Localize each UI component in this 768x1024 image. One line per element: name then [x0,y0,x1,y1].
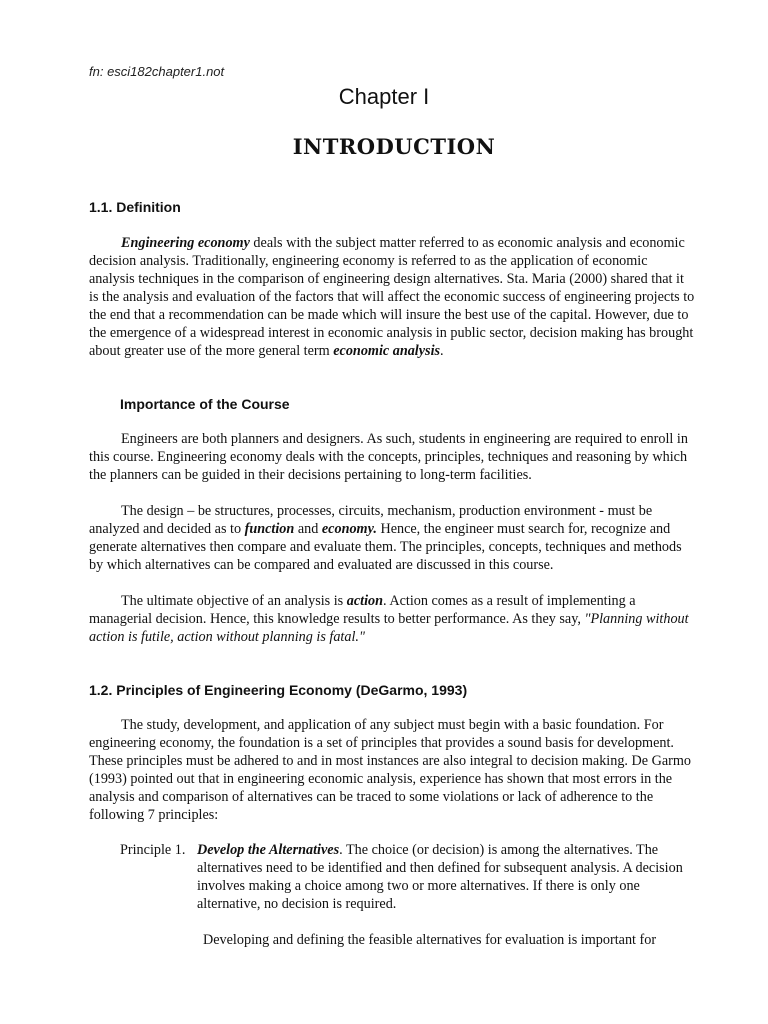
principle-1-title: Develop the Alternatives [197,842,340,858]
paragraph-design [89,502,695,574]
paragraph-objective [89,592,695,646]
paragraph-text: deals with the subject matter referred to as economic analysis and economic decision analysis. Traditionally, engineering economy is referred to as the application of economic analysis techniques in the comparison of engineering design alternatives. Sta. Maria (2000) shared that it is the analysis and evaluation of the factors that will affect the economic success of engineering projects to the end that a recommendation can be made which will insure the best use of the capital. However, due to the emergence of a widespread interest in economic analysis in public sector, decision making has brought about greater use of the more general term [89,235,695,359]
paragraph-text: The ultimate objective of an analysis is [121,593,347,609]
subheading-importance: Importance of the Course [120,396,290,412]
principle-1-label: Principle 1. [120,842,186,858]
paragraph-text: Hence, the engineer must search for, recognize and generate alternatives then compare and evaluate them. The principles, concepts, techniques and methods by which alternatives can be compared and evaluated are discussed in this course. [89,521,682,573]
section-heading-definition: 1.1. Definition [89,199,181,215]
paragraph-text: . Action comes as a result of implementing a managerial decision. Hence, this knowledge results to better performance. As they say, [89,593,636,627]
paragraph-end: . [440,343,444,359]
section-heading-principles: 1.2. Principles of Engineering Economy (DeGarmo, 1993) [89,682,468,698]
filename-note: fn: esci182chapter1.not [89,64,225,79]
page-title: INTRODUCTION [292,134,496,159]
paragraph-alternatives: Developing and defining the feasible alternatives for evaluation is important for [203,932,657,948]
paragraph-definition [89,234,695,360]
paragraph-text: . The choice (or decision) is among the alternatives. The alternatives need to be identified and then defined for subsequent analysis. A decision involves making a choice among two or more alternatives. If there is only one alternative, no decision is required. [197,842,683,912]
quote-planning: "Planning without action is futile, action without planning is fatal." [89,611,689,645]
term-economic-analysis: economic analysis [333,343,441,359]
term-function: function [244,521,295,537]
paragraph-principle-1 [197,841,697,913]
paragraph-principles-intro: The study, development, and application of any subject must begin with a basic foundation. For engineering economy, the foundation is a set of principles that provides a sound basis for development. These principles must be adhered to and in most instances are also integral to decision making. De Garmo (1993) pointed out that in engineering economic analysis, experience has shown that most errors in the analysis and comparison of alternatives can be traced to some violations or lack of adherence to the following 7 principles: [89,717,692,823]
term-action: action [346,593,384,609]
paragraph-text: The design – be structures, processes, circuits, mechanism, production environment - must be analyzed and decided as to [89,503,653,537]
term-engineering-economy: Engineering economy [121,235,250,251]
paragraph-importance: Engineers are both planners and designers. As such, students in engineering are required to enroll in this course. Engineering economy deals with the concepts, principles, techniques and reasoning by which the planners can be guided in their decisions pertaining to long-term facilities. [89,431,688,483]
paragraph-text: and [294,521,322,537]
chapter-heading: Chapter I [338,84,430,109]
term-economy: economy. [321,521,377,537]
